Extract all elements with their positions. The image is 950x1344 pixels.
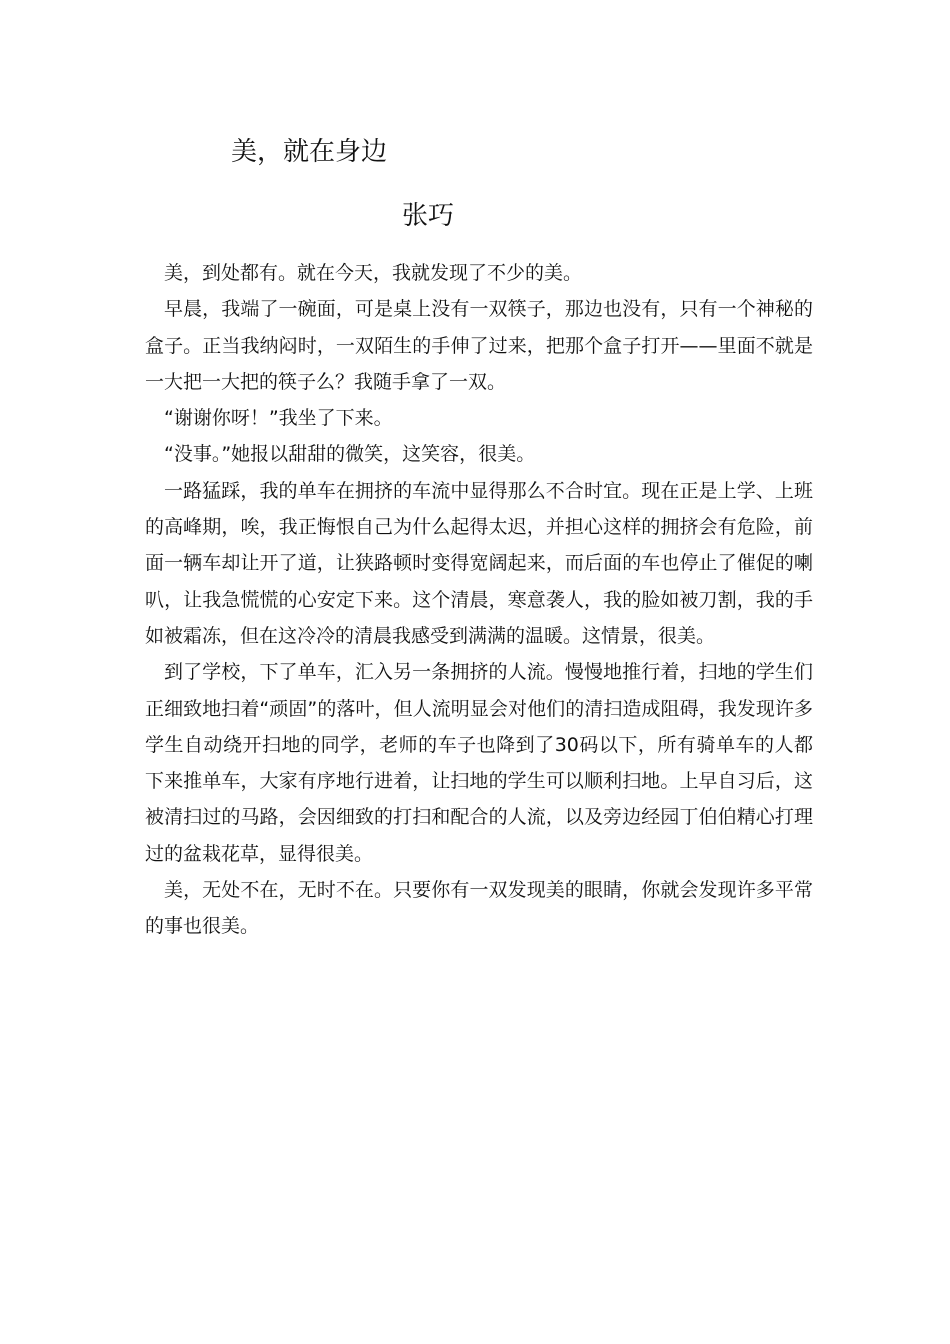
paragraph-1: 美，到处都有。就在今天，我就发现了不少的美。	[164, 262, 583, 284]
paragraph-5: 一路猛踩，我的单车在拥挤的车流中显得那么不合时宜。现在正是上学、上班的高峰期，唉，我正悔恨自己为什么起得太迟，并担心这样的拥挤会有危险，前面一辆车却让开了道，让狭路顿时变得宽阔起来，而后面的车也停止了催促的喇叭，让我急慌慌的心安定下来。这个清晨，寒意袭人，我的脸如被刀割，我的手如被霜冻，但在这冷冷的清晨我感受到满满的温暖。这情景，很美。	[145, 479, 813, 647]
paragraph-6: 到了学校，下了单车，汇入另一条拥挤的人流。慢慢地推行着，扫地的学生们正细致地扫着“顽固”的落叶，但人流明显会对他们的清扫造成阻碍，我发现许多学生自动绕开扫地的同学，老师的车子也降到了30码以下，所有骑单车的人都下来推单车，大家有序地行进着，让扫地的学生可以顺利扫地。上早自习后，这被清扫过的马路，会因细致的打扫和配合的人流，以及旁边经园丁伯伯精心打理过的盆栽花草，显得很美。	[145, 661, 813, 865]
paragraph-7: 美，无处不在，无时不在。只要你有一双发现美的眼睛，你就会发现许多平常的事也很美。	[145, 879, 813, 938]
essay-title: 美，就在身边	[231, 137, 388, 167]
paragraph-3: “谢谢你呀！”我坐了下来。	[164, 407, 393, 430]
paragraph-4: “没事。”她报以甜甜的微笑，这笑容，很美。	[164, 443, 536, 466]
paragraph-2: 早晨，我端了一碗面，可是桌上没有一双筷子，那边也没有，只有一个神秘的盒子。正当我纳闷时，一双陌生的手伸了过来，把那个盒子打开——里面不就是一大把一大把的筷子么？我随手拿了一双。	[145, 298, 813, 393]
author-name: 张巧	[402, 201, 455, 231]
essay-body	[145, 255, 813, 945]
